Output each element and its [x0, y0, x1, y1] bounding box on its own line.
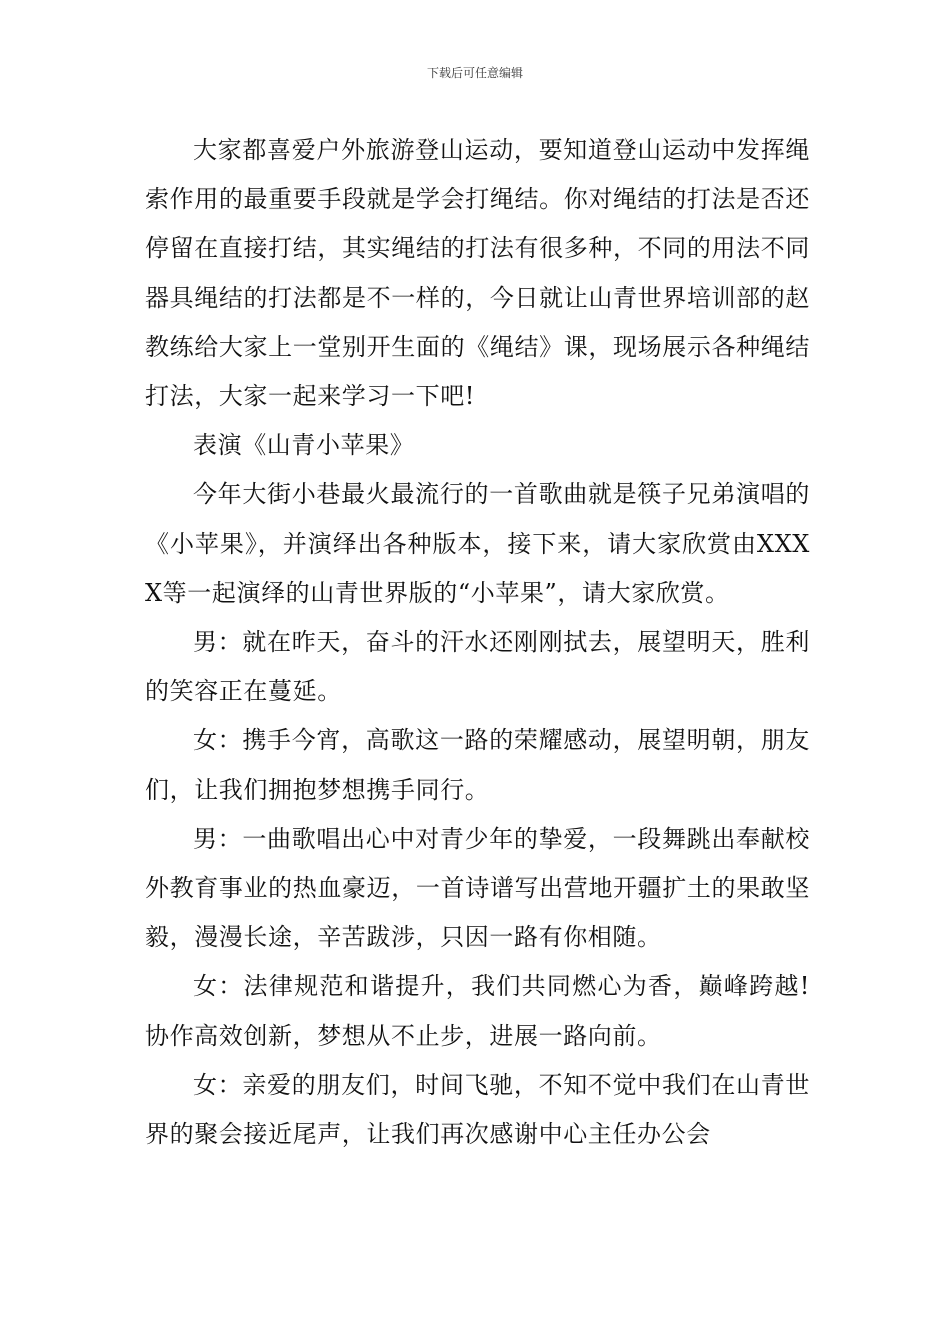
page-header-note: 下载后可任意编辑 — [426, 66, 523, 80]
paragraph-performance-title: 表演《山青小苹果》 — [193, 431, 415, 460]
paragraph-male-line-1: 男：就在昨天，奋斗的汗水还刚刚拭去，展望明天，胜利的笑容正在蔓延。 — [145, 628, 810, 706]
paragraph-rope-knot-intro: 大家都喜爱户外旅游登山运动，要知道登山运动中发挥绳索作用的最重要手段就是学会打绳结。你对绳结的打法是否还停留在直接打结，其实绳结的打法有很多种，不同的用法不同器具绳结的打法都是不一样的，今日就让山青世界培训部的赵教练给大家上一堂别开生面的《绳结》课，现场展示各种绳结打法，大家一起来学习一下吧! — [145, 136, 810, 411]
paragraph-male-line-2: 男：一曲歌唱出心中对青少年的挚爱，一段舞跳出奉献校外教育事业的热血豪迈，一首诗谱写出营地开疆扩土的果敢坚毅，漫漫长途，辛苦跋涉，只因一路有你相随。 — [145, 824, 810, 952]
paragraph-female-line-2: 女：法律规范和谐提升，我们共同燃心为香，巅峰跨越!协作高效创新，梦想从不止步，进展一路向前。 — [145, 972, 810, 1050]
document-body — [145, 126, 810, 1159]
paragraph-female-line-1: 女：携手今宵，高歌这一路的荣耀感动，展望明朝，朋友们，让我们拥抱梦想携手同行。 — [145, 726, 810, 804]
paragraph-female-line-3: 女：亲爱的朋友们，时间飞驰，不知不觉中我们在山青世界的聚会接近尾声，让我们再次感谢中心主任办公会 — [145, 1070, 810, 1149]
paragraph-little-apple-intro: 今年大街小巷最火最流行的一首歌曲就是筷子兄弟演唱的《小苹果》，并演绎出各种版本，接下来，请大家欣赏由XXXX等一起演绎的山青世界版的“小苹果”，请大家欣赏。 — [145, 480, 810, 607]
